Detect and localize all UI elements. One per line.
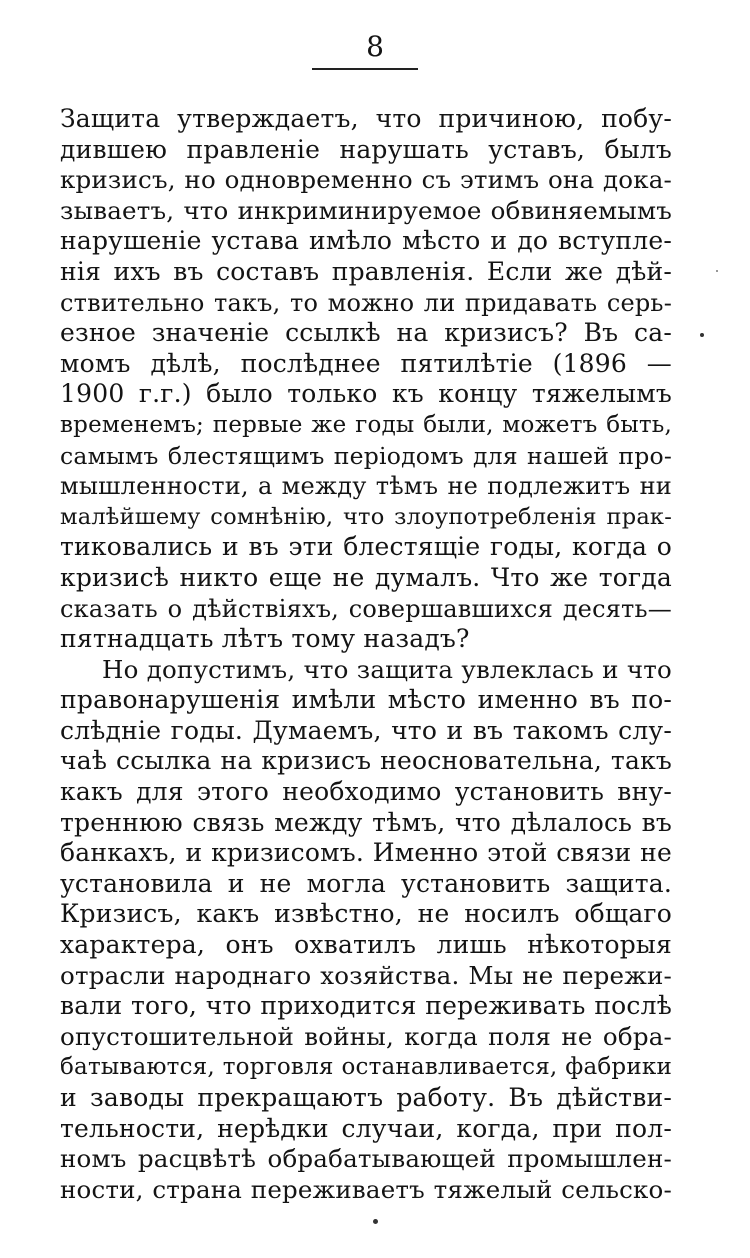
- text-line: номъ расцвѣтѣ обрабатывающей промышлен-: [60, 1144, 672, 1174]
- text-line: чаѣ ссылка на кризисъ неосновательна, такъ: [60, 746, 672, 776]
- text-line: временемъ; первые же годы были, можетъ быть,: [60, 411, 672, 438]
- text-line: слѣдніе годы. Думаемъ, что и въ такомъ слу-: [60, 715, 672, 745]
- text-line: Защита утверждаетъ, что причиною, побу-: [60, 104, 672, 133]
- text-line: кризисъ, но одновременно съ этимъ она дока-: [60, 165, 672, 195]
- text-line: Кризисъ, какъ извѣстно, не носилъ общаго: [60, 899, 672, 929]
- paragraph-2: [60, 655, 672, 1206]
- text-line: нія ихъ въ составъ правленія. Если же дѣй-: [60, 256, 672, 286]
- text-line: правонарушенія имѣли мѣсто именно въ по-: [60, 685, 672, 715]
- text-line: тиковались и въ эти блестящіе годы, когда о: [60, 532, 672, 562]
- text-line: кризисѣ никто еще не думалъ. Что же тогда: [60, 562, 672, 592]
- text-line: отрасли народнаго хозяйства. Мы не пережи-: [60, 960, 672, 990]
- text-line: характера, онъ охватилъ лишь нѣкоторыя: [60, 930, 672, 960]
- text-line: 1900 г.г.) было только къ концу тяжелымъ: [60, 379, 672, 409]
- text-line: пятнадцать лѣтъ тому назадъ?: [60, 624, 470, 654]
- page-number: 8: [366, 30, 384, 63]
- text-line: ности, страна переживаетъ тяжелый сельско-: [60, 1174, 672, 1204]
- text-line: и заводы прекращаютъ работу. Въ дѣйстви-: [60, 1083, 672, 1112]
- bottom-speck: [373, 1219, 378, 1224]
- body-text: [60, 104, 672, 1205]
- text-line: самымъ блестящимъ періодомъ для нашей про-: [60, 441, 672, 470]
- text-line: момъ дѣлѣ, послѣднее пятилѣтіе (1896 —: [60, 348, 672, 378]
- text-line: установила и не могла установить защита.: [60, 868, 672, 898]
- text-line: батываются, торговля останавливается, фабрики: [60, 1054, 672, 1081]
- text-line: езное значеніе ссылкѣ на кризисъ? Въ са-: [60, 318, 672, 348]
- margin-speck: [700, 333, 704, 337]
- margin-speck: [716, 270, 718, 272]
- text-line: нарушеніе устава имѣло мѣсто и до вступле-: [60, 226, 672, 256]
- text-line: вали того, что приходится переживать послѣ: [60, 991, 672, 1021]
- text-line: зываетъ, что инкриминируемое обвиняемымъ: [60, 195, 672, 225]
- text-line: тельности, нерѣдки случаи, когда, при пол-: [60, 1113, 672, 1143]
- text-line: ствительно такъ, то можно ли придавать серь-: [60, 288, 672, 317]
- text-line: банкахъ, и кризисомъ. Именно этой связи не: [60, 838, 672, 868]
- text-line: мышленности, а между тѣмъ не подлежитъ ни: [60, 472, 672, 501]
- text-line: дившею правленіе нарушать уставъ, былъ: [60, 134, 672, 164]
- text-line: Но допустимъ, что защита увлеклась и что: [102, 654, 672, 684]
- text-line: опустошительной войны, когда поля не обра-: [60, 1021, 672, 1051]
- page-number-rule: [312, 68, 418, 70]
- text-line: какъ для этого необходимо установить вну-: [60, 777, 672, 807]
- text-line: сказать о дѣйствіяхъ, совершавшихся десять—: [60, 594, 672, 623]
- paragraph-1: [60, 104, 672, 655]
- text-line: треннюю связь между тѣмъ, что дѣлалось въ: [60, 807, 672, 837]
- text-line: малѣйшему сомнѣнію, что злоупотребленія прак-: [60, 503, 672, 530]
